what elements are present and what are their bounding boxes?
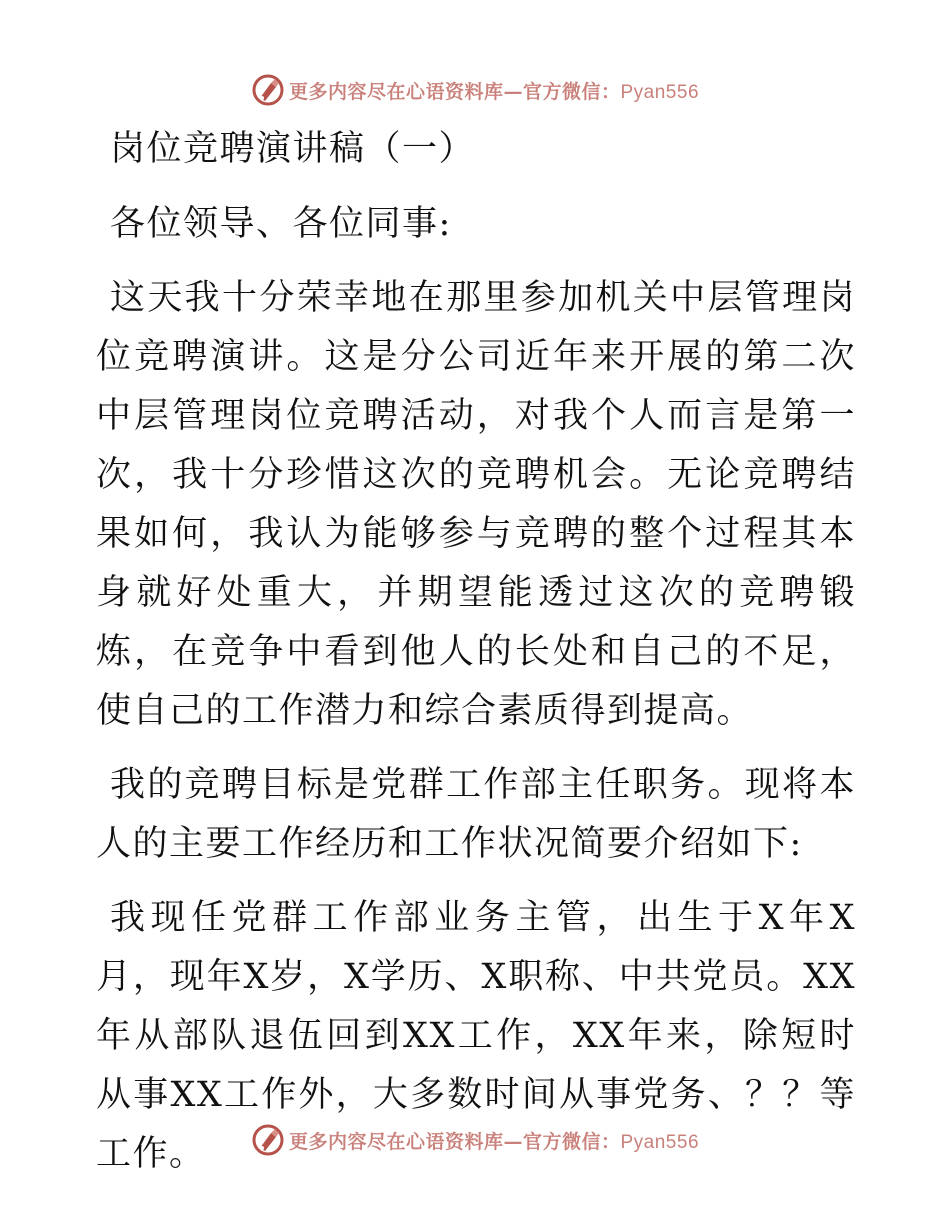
pen-logo-icon — [251, 1123, 285, 1157]
banner-text: 更多内容尽在心语资料库—官方微信：Pyan556 — [288, 1130, 700, 1153]
paragraph-1: 这天我十分荣幸地在那里参加机关中层管理岗位竞聘演讲。这是分公司近年来开展的第二次中层管理岗位竞聘活动，对我个人而言是第一次，我十分珍惜这次的竞聘机会。无论竞聘结果如何，我认为能够参与竞聘的整个过程其本身就好处重大，并期望能透过这次的竞聘锻炼，在竞争中看到他人的长处和自己的不足，使自己的工作潜力和综合素质得到提高。 — [96, 278, 856, 731]
footer-banner — [0, 1120, 950, 1160]
wechat-id: Pyan556 — [620, 81, 700, 103]
wechat-id: Pyan556 — [620, 1131, 700, 1153]
banner-text: 更多内容尽在心语资料库—官方微信：Pyan556 — [288, 80, 700, 103]
document-body — [96, 120, 856, 1184]
paragraph-3: 我现任党群工作部业务主管，出生于X年X月，现年X岁，X学历、X职称、中共党员。XX年从部队退伍回到XX工作，XX年来，除短时从事XX工作外，大多数时间从事党务、？？等工作。 — [96, 898, 856, 1174]
pen-logo-icon — [251, 73, 285, 107]
paragraph-2: 我的竞聘目标是党群工作部主任职务。现将本人的主要工作经历和工作状况简要介绍如下: — [96, 765, 856, 864]
document-title: 岗位竞聘演讲稿（一） — [110, 129, 476, 169]
greeting: 各位领导、各位同事: — [110, 204, 452, 244]
header-banner — [0, 70, 950, 110]
